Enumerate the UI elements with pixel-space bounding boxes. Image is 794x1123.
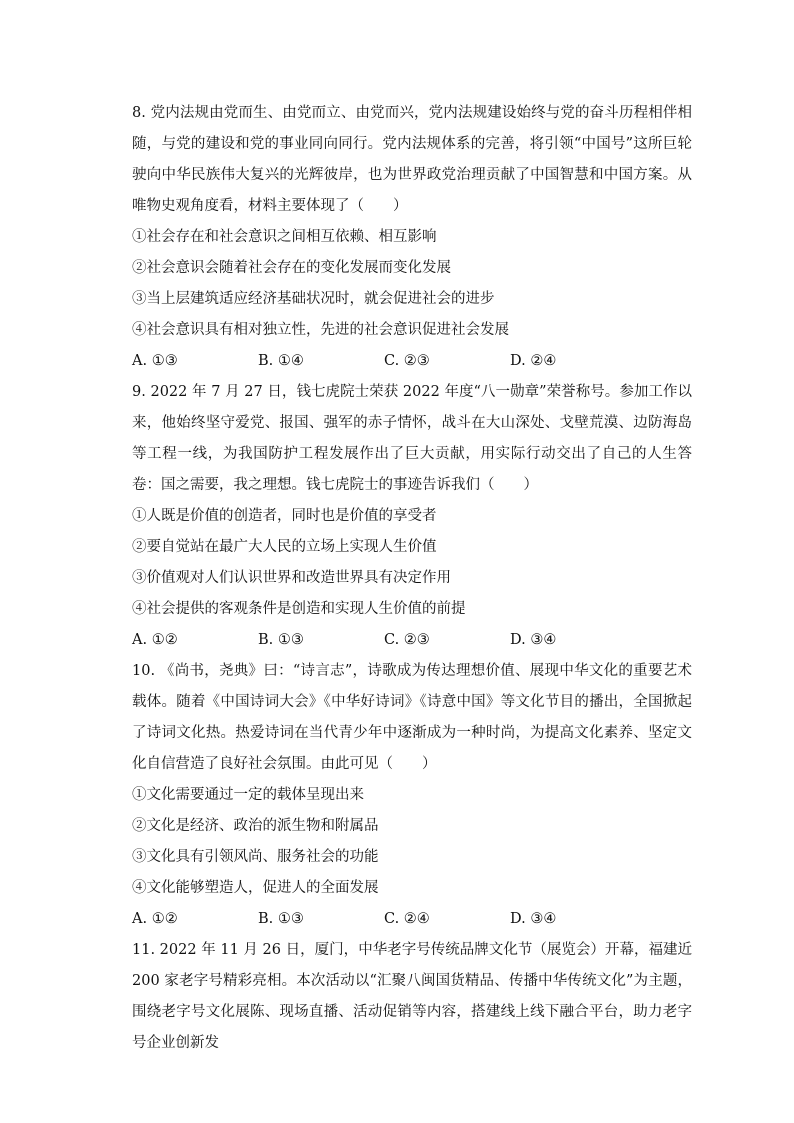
choice-a: A. ①② (132, 911, 178, 927)
option-statement: ③当上层建筑适应经济基础状况时，就会促进社会的进步 (132, 291, 495, 307)
question-8 (132, 98, 692, 377)
question-stem: 8. 党内法规由党而生、由党而立、由党而兴，党内法规建设始终与党的奋斗历程相伴相随，与党的建设和党的事业同向同行。党内法规体系的完善，将引领“中国号”这所巨轮驶向中华民族伟大复兴的光辉彼岸，也为世界政党治理贡献了中国智慧和中国方案。从唯物史观角度看，材料主要体现了（ ） (132, 105, 692, 214)
question-stem: 11. 2022 年 11 月 26 日，厦门，中华老字号传统品牌文化节（展览会）开幕，福建近 200 家老字号精彩亮相。本次活动以“汇聚八闽国货精品、传播中华传统文化”为主题，围绕老字号文化展陈、现场直播、活动促销等内容，搭建线上线下融合平台，助力老字号企业创新发 (132, 942, 692, 1051)
question-stem: 10. 《尚书，尧典》曰：“诗言志”，诗歌成为传达理想价值、展现中华文化的重要艺术载体。随着《中国诗词大会》《中华好诗词》《诗意中国》等文化节目的播出，全国掀起了诗词文化热。热爱诗词在当代青少年中逐渐成为一种时尚，为提高文化素养、坚定文化自信营造了良好社会氛围。由此可见（ ） (132, 663, 692, 772)
choice-c: C. ②④ (384, 911, 430, 927)
answer-choices (132, 346, 692, 377)
option-statement: ②文化是经济、政治的派生物和附属品 (132, 818, 379, 834)
option-statement: ②社会意识会随着社会存在的变化发展而变化发展 (132, 260, 451, 276)
option-statement: ①文化需要通过一定的载体呈现出来 (132, 787, 364, 803)
option-statement: ②要自觉站在最广大人民的立场上实现人生价值 (132, 539, 437, 555)
answer-choices (132, 625, 692, 656)
choice-c: C. ②③ (384, 353, 430, 369)
question-stem: 9. 2022 年 7 月 27 日，钱七虎院士荣获 2022 年度“八一勋章”荣誉称号。参加工作以来，他始终坚守爱党、报国、强军的赤子情怀，战斗在大山深处、戈壁荒漠、边防海岛等工程一线，为我国防护工程发展作出了巨大贡献，用实际行动交出了自己的人生答卷：国之需要，我之理想。钱七虎院士的事迹告诉我们（ ） (132, 384, 692, 493)
choice-d: D. ②④ (510, 353, 557, 369)
choice-b: B. ①③ (258, 911, 304, 927)
choice-c: C. ②③ (384, 632, 430, 648)
question-11 (132, 935, 692, 1059)
choice-b: B. ①④ (258, 353, 304, 369)
choice-d: D. ③④ (510, 911, 557, 927)
choice-b: B. ①③ (258, 632, 304, 648)
choice-a: A. ①② (132, 632, 178, 648)
option-statement: ④社会意识具有相对独立性，先进的社会意识促进社会发展 (132, 322, 509, 338)
question-9 (132, 377, 692, 656)
option-statement: ①社会存在和社会意识之间相互依赖、相互影响 (132, 229, 437, 245)
option-statement: ①人既是价值的创造者，同时也是价值的享受者 (132, 508, 437, 524)
option-statement: ③文化具有引领风尚、服务社会的功能 (132, 849, 379, 865)
question-list (132, 98, 692, 1059)
answer-choices (132, 904, 692, 935)
choice-a: A. ①③ (132, 353, 178, 369)
question-10 (132, 656, 692, 935)
option-statement: ④社会提供的客观条件是创造和实现人生价值的前提 (132, 601, 466, 617)
choice-d: D. ③④ (510, 632, 557, 648)
option-statement: ④文化能够塑造人，促进人的全面发展 (132, 880, 379, 896)
option-statement: ③价值观对人们认识世界和改造世界具有决定作用 (132, 570, 451, 586)
